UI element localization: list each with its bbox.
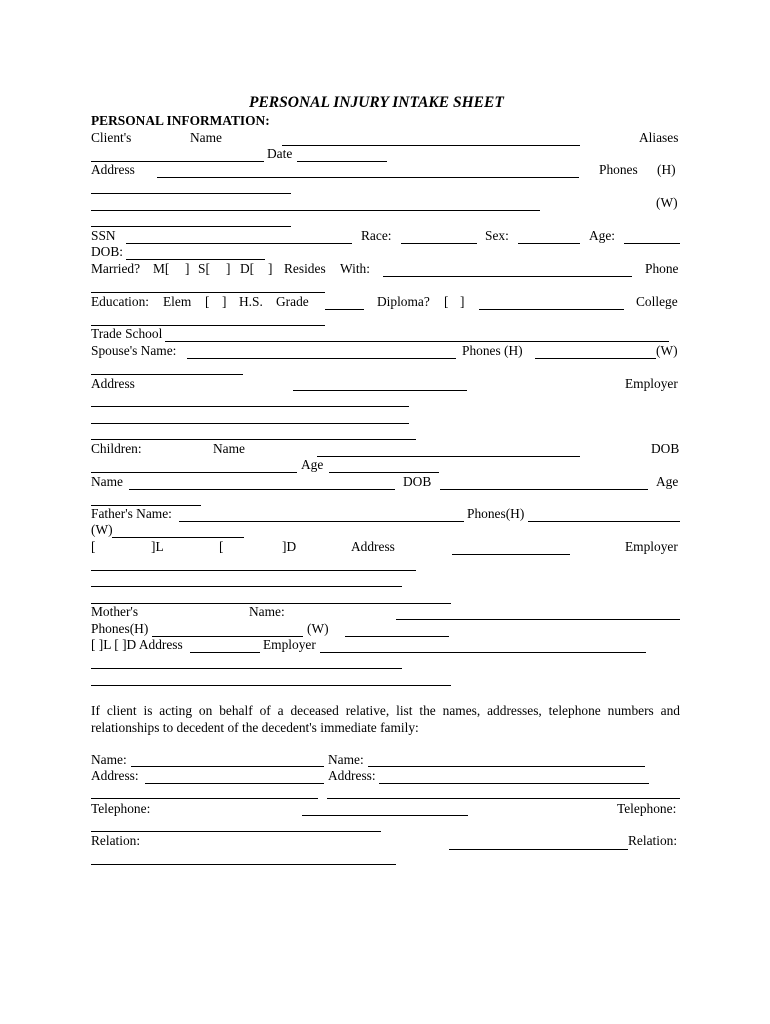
education-elem-close[interactable]: ] — [222, 294, 227, 309]
client-phone-h-field[interactable] — [91, 193, 291, 194]
client-address-field-2[interactable] — [91, 210, 540, 211]
father-phone-h-field[interactable] — [528, 521, 680, 522]
mother-employer-field[interactable] — [320, 652, 646, 653]
married-m-checkbox[interactable]: ] — [185, 261, 190, 276]
father-l-label: ]L — [151, 539, 164, 554]
clients-label: Client's — [91, 130, 132, 145]
ssn-label: SSN — [91, 228, 116, 243]
sex-label: Sex: — [485, 228, 509, 243]
date-label: Date — [267, 146, 293, 161]
mother-phones-h-label: Phones(H) — [91, 621, 149, 636]
education-label: Education: — [91, 294, 150, 309]
college-label: College — [636, 294, 678, 309]
mother-phone-w-label: (W) — [307, 621, 329, 636]
aliases-label: Aliases — [639, 130, 679, 145]
child2-age-label: Age — [656, 474, 679, 489]
family2-address-field-2[interactable] — [327, 798, 680, 799]
spouse-phone-w-field[interactable] — [91, 374, 243, 375]
client-name-field[interactable] — [282, 145, 580, 146]
child1-age-field[interactable] — [329, 472, 439, 473]
children-name-label: Name — [213, 441, 245, 456]
married-d-label: D[ — [240, 261, 255, 276]
client-address-field[interactable] — [157, 177, 579, 178]
mother-employer-field-2[interactable] — [91, 668, 402, 669]
child2-name-label: Name — [91, 474, 123, 489]
father-employer-field[interactable] — [91, 570, 416, 571]
family1-name-label: Name: — [91, 752, 127, 767]
client-phone-w-label: (W) — [656, 195, 678, 210]
resides-phone-label: Phone — [645, 261, 679, 276]
married-label: Married? — [91, 261, 141, 276]
mother-address-field[interactable] — [190, 652, 260, 653]
children-label: Children: — [91, 441, 142, 456]
spouse-employer-field-3[interactable] — [91, 439, 416, 440]
child1-dob-label: DOB — [651, 441, 680, 456]
family2-telephone-field[interactable] — [91, 831, 381, 832]
married-m-label: M[ — [153, 261, 170, 276]
family1-name-field[interactable] — [131, 766, 324, 767]
education-grade-label: Grade — [276, 294, 309, 309]
mother-name-field[interactable] — [396, 619, 680, 620]
family2-address-label: Address: — [328, 768, 376, 783]
diploma-label: Diploma? — [377, 294, 430, 309]
father-d-label: ]D — [282, 539, 297, 554]
father-name-label: Father's Name: — [91, 506, 172, 521]
dob-label: DOB: — [91, 244, 123, 259]
family1-address-label: Address: — [91, 768, 139, 783]
mother-phone-w-field[interactable] — [345, 636, 449, 637]
dob-field[interactable] — [126, 259, 265, 260]
mother-name-label: Name: — [249, 604, 285, 619]
trade-school-label: Trade School — [91, 326, 163, 341]
father-name-field[interactable] — [179, 521, 464, 522]
education-grade-field[interactable] — [325, 309, 364, 310]
father-phones-h-label: Phones(H) — [467, 506, 525, 521]
diploma-close[interactable]: ] — [460, 294, 465, 309]
married-s-checkbox[interactable]: ] — [226, 261, 231, 276]
client-phone-w-field[interactable] — [91, 226, 291, 227]
father-address-field[interactable] — [452, 554, 570, 555]
spouse-phones-h-label: Phones (H) — [462, 343, 523, 358]
child1-age-label: Age — [301, 457, 324, 472]
diploma-open[interactable]: [ — [444, 294, 449, 309]
family1-address-field[interactable] — [145, 783, 324, 784]
married-d-checkbox[interactable]: ] — [268, 261, 273, 276]
family1-relation-label: Relation: — [91, 833, 141, 848]
mother-ld-address-label: [ ]L [ ]D Address — [91, 637, 183, 652]
mother-employer-label: Employer — [263, 637, 316, 652]
father-phone-w-field[interactable] — [112, 537, 244, 538]
child1-dob-field[interactable] — [91, 472, 297, 473]
spouse-phone-h-field[interactable] — [535, 358, 656, 359]
spouse-employer-field-2[interactable] — [91, 423, 409, 424]
client-phones-label: Phones — [599, 162, 638, 177]
education-elem-open[interactable]: [ — [205, 294, 210, 309]
father-employer-label: Employer — [625, 539, 678, 554]
father-phone-w-label: (W) — [91, 522, 113, 537]
spouse-address-label: Address — [91, 376, 135, 391]
deceased-instructions: If client is acting on behalf of a deceased relative, list the names, addresses, telephone numbers and relationships to decedent of the decedent's immediate family: — [91, 703, 680, 735]
form-title: PERSONAL INJURY INTAKE SHEET — [249, 94, 504, 111]
education-elem-label: Elem — [163, 294, 192, 309]
child2-dob-field[interactable] — [440, 489, 648, 490]
family1-telephone-label: Telephone: — [91, 801, 151, 816]
section-personal-information: PERSONAL INFORMATION: — [91, 113, 270, 128]
age-field[interactable] — [624, 243, 680, 244]
mothers-label: Mother's — [91, 604, 139, 619]
trade-school-field[interactable] — [165, 341, 669, 342]
resides-with-label: With: — [340, 261, 370, 276]
client-phone-h-label: (H) — [657, 162, 676, 177]
spouse-address-field[interactable] — [293, 390, 467, 391]
family2-address-field[interactable] — [379, 783, 649, 784]
family1-address-field-2[interactable] — [91, 798, 318, 799]
married-s-label: S[ — [198, 261, 210, 276]
sex-field[interactable] — [518, 243, 580, 244]
father-l-open[interactable]: [ — [91, 539, 96, 554]
resides-label: Resides — [284, 261, 326, 276]
spouse-name-field[interactable] — [187, 358, 456, 359]
child1-name-field[interactable] — [317, 456, 580, 457]
spouse-phone-w-label: (W) — [656, 343, 678, 358]
race-label: Race: — [361, 228, 392, 243]
family2-relation-label: Relation: — [628, 833, 678, 848]
age-label: Age: — [589, 228, 616, 243]
father-employer-field-2[interactable] — [91, 586, 402, 587]
family1-telephone-field[interactable] — [302, 815, 468, 816]
family2-telephone-label: Telephone: — [617, 801, 677, 816]
date-field[interactable] — [297, 161, 387, 162]
family1-relation-field[interactable] — [449, 849, 628, 850]
father-d-open[interactable]: [ — [219, 539, 224, 554]
race-field[interactable] — [401, 243, 477, 244]
spouse-employer-field[interactable] — [91, 406, 409, 407]
father-address-label: Address — [351, 539, 395, 554]
resides-phone-field[interactable] — [91, 292, 325, 293]
family2-name-field[interactable] — [368, 766, 645, 767]
education-hs-label: H.S. — [239, 294, 263, 309]
spouse-name-label: Spouse's Name: — [91, 343, 177, 358]
family2-name-label: Name: — [328, 752, 364, 767]
child2-dob-label: DOB — [403, 474, 432, 489]
family2-relation-field[interactable] — [91, 864, 396, 865]
ssn-field[interactable] — [126, 243, 352, 244]
client-address-label: Address — [91, 162, 135, 177]
client-name-label: Name — [190, 130, 222, 145]
mother-employer-field-3[interactable] — [91, 685, 451, 686]
spouse-employer-label: Employer — [625, 376, 678, 391]
diploma-field[interactable] — [479, 309, 624, 310]
resides-with-field[interactable] — [383, 276, 632, 277]
child2-name-field[interactable] — [129, 489, 395, 490]
